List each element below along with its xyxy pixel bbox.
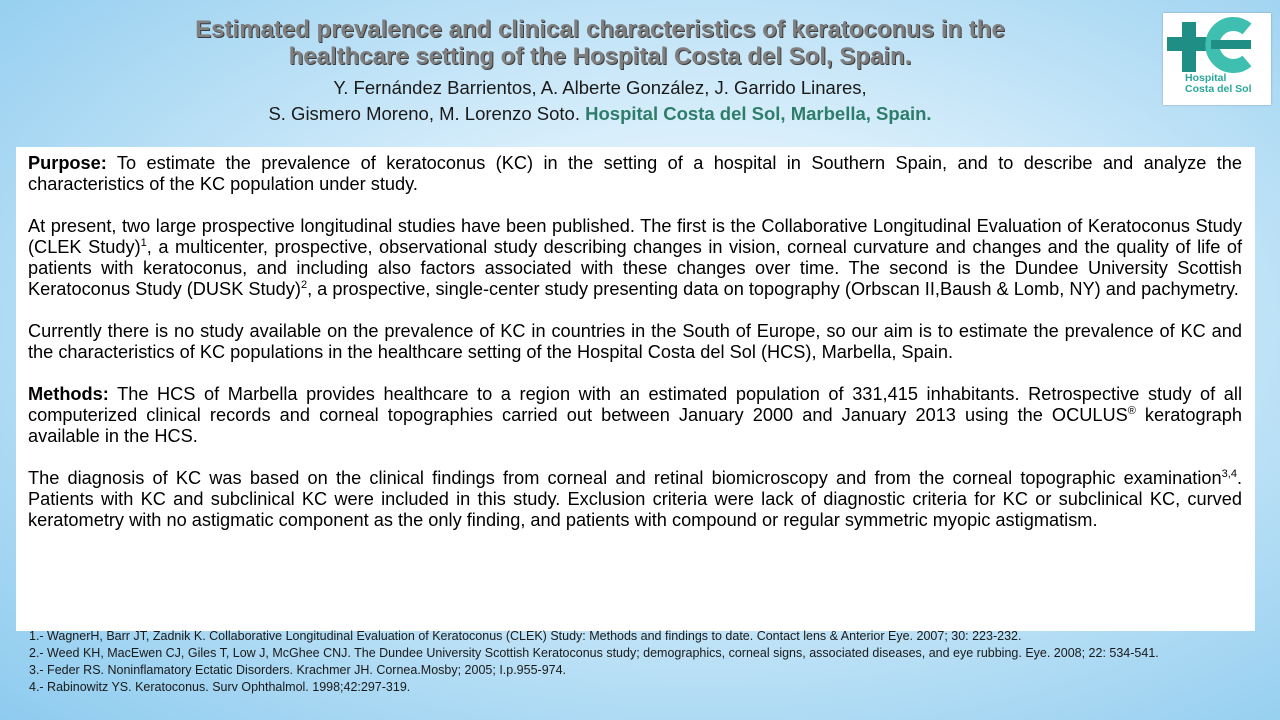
- content-box: [16, 147, 1255, 631]
- citation-3-4: 3,4: [1221, 468, 1237, 480]
- diagnosis-text-a: The diagnosis of KC was based on the clinical findings from corneal and retinal biomicroscopy and from the corneal topographic examination: [28, 468, 1222, 488]
- reference-4: 4.- Rabinowitz YS. Keratoconus. Surv Ophthalmol. 1998;42:297-319.: [29, 680, 411, 694]
- reference-2: 2.- Weed KH, MacEwen CJ, Giles T, Low J, McGhee CNJ. The Dundee University Scottish Keratoconus study; demographics, corneal signs, associated diseases, and eye rubbing. Eye. 2008; 22: 534-541.: [29, 646, 1159, 660]
- purpose-label: Purpose:: [28, 153, 107, 173]
- reference-1: 1.- WagnerH, Barr JT, Zadnik K. Collaborative Longitudinal Evaluation of Keratoconus (CLEK) Study: Methods and findings to date. Contact lens & Anterior Eye. 2007; 30: 223-232.: [29, 629, 1022, 643]
- reference-3: 3.- Feder RS. Noninflamatory Ectatic Disorders. Krachmer JH. Cornea.Mosby; 2005; I.p.955-974.: [29, 663, 567, 677]
- methods-end: keratograph available in the HCS.: [28, 405, 1242, 446]
- authors-block: [150, 75, 1050, 127]
- background-text-c: , a prospective, single-center study presenting data on topography (Orbscan II,Baush & Lomb, NY) and pachymetry.: [307, 279, 1239, 299]
- institution: Hospital Costa del Sol, Marbella, Spain.: [585, 103, 932, 124]
- registered-mark: ®: [1127, 405, 1136, 417]
- methods-label: Methods:: [28, 384, 109, 404]
- hospital-logo-text: Hospital Costa del Sol: [1185, 72, 1252, 95]
- title-line-1: Estimated prevalence and clinical characteristics of keratoconus in the: [195, 16, 1005, 43]
- hospital-logo-icon: [1163, 13, 1271, 73]
- background-paragraph: [28, 216, 1242, 300]
- references: [29, 628, 1265, 696]
- diagnosis-paragraph: [28, 468, 1242, 531]
- authors-line-1: Y. Fernández Barrientos, A. Alberte González, J. Garrido Linares,: [333, 77, 867, 98]
- aim-paragraph: Currently there is no study available on the prevalence of KC in countries in the South of Europe, so our aim is to estimate the prevalence of KC and the characteristics of KC populations in the healthcare setting of the Hospital Costa del Sol (HCS), Marbella, Spain.: [28, 321, 1242, 362]
- purpose-paragraph: [28, 153, 1242, 195]
- title-line-2: healthcare setting of the Hospital Costa del Sol, Spain.: [288, 43, 912, 70]
- background-text-b: , a multicenter, prospective, observational study describing changes in vision, corneal curvature and changes and the quality of life of patients with keratoconus, and including also factors associated with these changes over time. The second is the Dundee University Scottish Keratoconus Study (DUSK Study): [28, 237, 1242, 299]
- citation-2: 2: [300, 279, 308, 291]
- methods-paragraph: [28, 384, 1242, 447]
- purpose-text: To estimate the prevalence of keratoconus (KC) in the setting of a hospital in Southern Spain, and to describe and analyze the characteristics of the KC population under study.: [28, 153, 1242, 194]
- content-text: [28, 153, 1242, 552]
- diagnosis-text-b: . Patients with KC and subclinical KC were included in this study. Exclusion criteria were lack of diagnostic criteria for KC or subclinical KC, curved keratometry with no astigmatic component as the only finding, and patients with compound or regular symmetric myopic astigmatism.: [28, 468, 1242, 530]
- citation-1: 1: [140, 237, 147, 249]
- background-text-a: At present, two large prospective longitudinal studies have been published. The first is the Collaborative Longitudinal Evaluation of Keratoconus Study (CLEK Study): [28, 216, 1242, 257]
- hospital-logo: [1163, 13, 1271, 105]
- authors-line-2: S. Gismero Moreno, M. Lorenzo Soto.: [268, 103, 580, 124]
- methods-text: The HCS of Marbella provides healthcare to a region with an estimated population of 331,415 inhabitants. Retrospective study of all computerized clinical records and corneal topographies carried out between January 2000 and January 2013 using the OCULUS: [28, 384, 1242, 425]
- poster-title: [150, 16, 1050, 70]
